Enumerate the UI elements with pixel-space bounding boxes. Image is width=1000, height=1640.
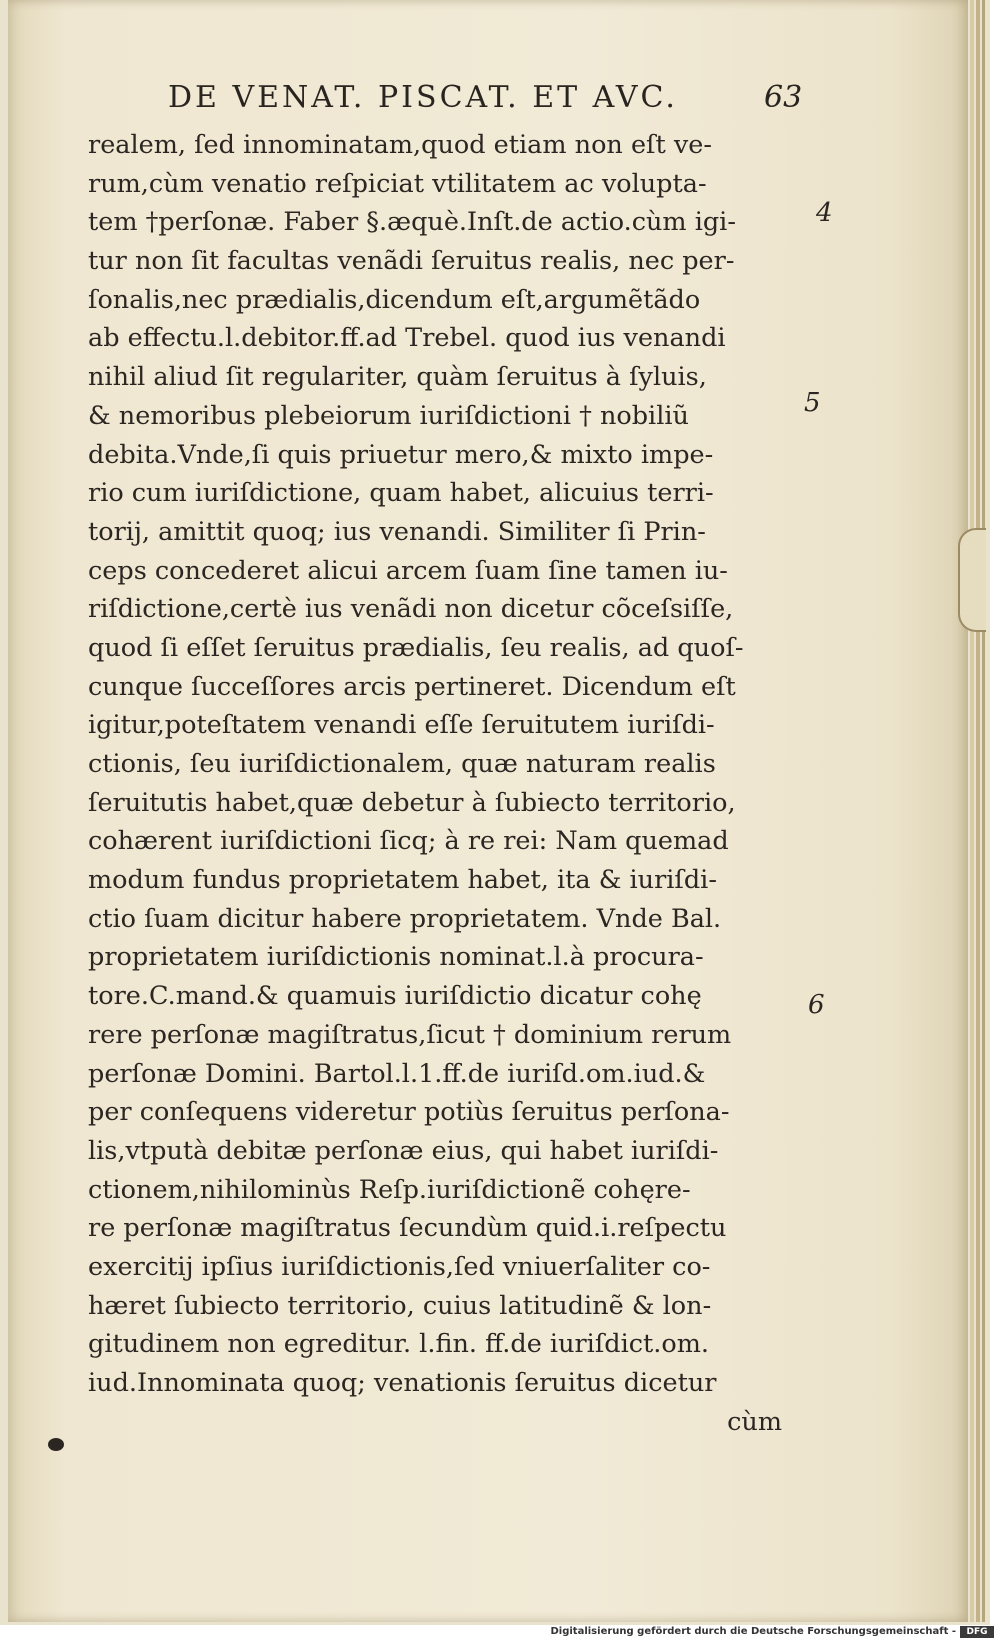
text-line: igitur,poteſtatem venandi eſſe ſeruitutem iuriſdi- <box>88 710 715 741</box>
text-line: tur non ſit facultas venãdi ſeruitus realis, nec per- <box>88 246 735 277</box>
text-line: ab effectu.l.debitor.ff.ad Trebel. quod ius venandi <box>88 323 726 354</box>
text-line: ſeruitutis habet,quæ debetur à ſubiecto territorio, <box>88 787 736 818</box>
marginal-number: 6 <box>808 990 825 1020</box>
catchword: cùm <box>727 1406 782 1437</box>
book-page <box>8 0 968 1622</box>
page-edge <box>976 0 980 1622</box>
dfg-logo-icon: DFG <box>960 1626 994 1638</box>
text-line: rum,cùm venatio reſpiciat vtilitatem ac volupta- <box>88 168 707 199</box>
text-line: ceps concederet alicui arcem ſuam ſine tamen iu- <box>88 555 728 586</box>
text-line: cunque ſucceſſores arcis pertineret. Dicendum eſt <box>88 671 736 702</box>
text-line: & nemoribus plebeiorum iuriſdictioni † nobiliũ <box>88 400 689 431</box>
text-line: exercitij ipſius iuriſdictionis,ſed vniuerſaliter co- <box>88 1251 711 1282</box>
text-line: perſonæ Domini. Bartol.l.1.ff.de iuriſd.om.iud.& <box>88 1058 706 1089</box>
text-line: ſonalis,nec prædialis,dicendum eſt,argumẽtãdo <box>88 284 701 315</box>
text-line: tore.C.mand.& quamuis iuriſdictio dicatur cohę <box>88 981 702 1012</box>
page-edge <box>982 0 985 1622</box>
text-line: re perſonæ magiſtratus ſecundùm quid.i.reſpectu <box>88 1213 727 1244</box>
text-line: per conſequens videretur potiùs ſeruitus perſona- <box>88 1097 730 1128</box>
page-edge <box>970 0 974 1622</box>
digitization-footer <box>0 1625 1000 1640</box>
text-line: tem †perſonæ. Faber §.æquè.Inſt.de actio.cùm igi- <box>88 207 736 238</box>
text-line: nihil aliud ſit regulariter, quàm ſeruitus à ſyluis, <box>88 362 707 393</box>
body-text <box>88 126 788 1441</box>
text-line: proprietatem iuriſdictionis nominat.l.à procura- <box>88 942 704 973</box>
marginal-number: 4 <box>816 198 833 228</box>
text-line: gitudinem non egreditur. l.fin. ff.de iuriſdict.om. <box>88 1329 710 1360</box>
text-line: torij, amittit quoq; ius venandi. Similiter ſi Prin- <box>88 516 706 547</box>
ink-blot <box>48 1438 64 1451</box>
text-line: debita.Vnde,ſi quis priuetur mero,& mixto impe- <box>88 439 714 470</box>
text-line: rere perſonæ magiſtratus,ſicut † dominium rerum <box>88 1019 732 1050</box>
marginal-number: 5 <box>804 388 821 418</box>
text-line: cohærent iuriſdictioni ſicq; à re rei: Nam quemad <box>88 826 729 857</box>
running-head: DE VENAT. PISCAT. ET AVC. <box>168 80 678 115</box>
text-line: modum fundus proprietatem habet, ita & iuriſdi- <box>88 865 717 896</box>
text-line: hæret ſubiecto territorio, cuius latitudinẽ & lon- <box>88 1290 712 1321</box>
text-line: riſdictione,certè ius venãdi non dicetur cõceſsiſſe, <box>88 594 734 625</box>
page-number: 63 <box>764 80 803 115</box>
funding-credit: Digitalisierung gefördert durch die Deutsche Forschungsgemeinschaft - <box>550 1626 956 1637</box>
text-line: ctionem,nihilominùs Reſp.iuriſdictionẽ cohęre- <box>88 1174 691 1205</box>
text-line: lis,vtputà debitæ perſonæ eius, qui habet iuriſdi- <box>88 1135 719 1166</box>
text-line: ctionis, ſeu iuriſdictionalem, quæ naturam realis <box>88 749 716 779</box>
text-line: quod ſi eſſet ſeruitus prædialis, ſeu realis, ad quoſ- <box>88 632 744 663</box>
text-line: ctio ſuam dicitur habere proprietatem. Vnde Bal. <box>88 903 722 934</box>
text-line: iud.Innominata quoq; venationis ſeruitus dicetur <box>88 1368 717 1398</box>
text-line: rio cum iuriſdictione, quam habet, alicuius terri- <box>88 478 714 509</box>
page-tab <box>958 528 986 632</box>
text-line: realem, ſed innominatam,quod etiam non eſt ve- <box>88 130 712 160</box>
